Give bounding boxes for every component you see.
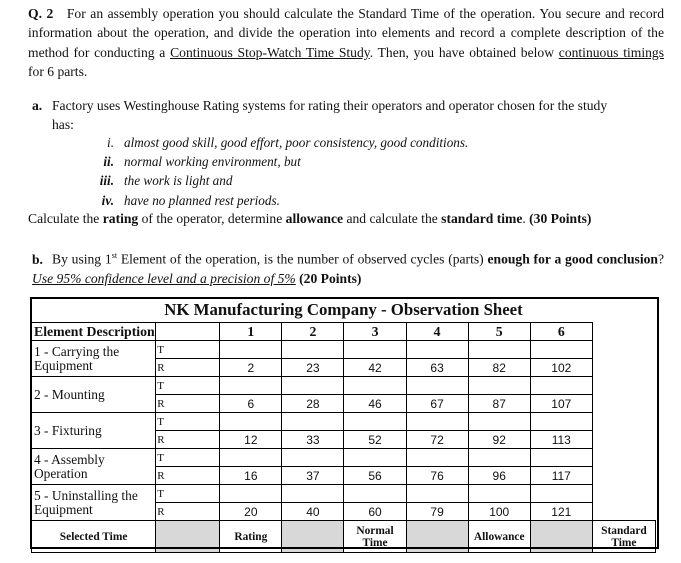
r-cell: 121: [530, 503, 592, 521]
footer-shaded-cell: [156, 521, 220, 553]
t-cell: [468, 341, 530, 359]
t-label: T: [156, 377, 220, 395]
condition-item: [74, 171, 468, 190]
part-b: [32, 246, 664, 289]
r-label: R: [156, 395, 220, 413]
r-cell: 113: [530, 431, 592, 449]
r-cell: 46: [344, 395, 406, 413]
r-cell: 20: [220, 503, 282, 521]
footer-normal-time: Normal Time: [344, 521, 406, 553]
footer-allowance: Allowance: [468, 521, 530, 553]
header-cycle: 4: [406, 323, 468, 341]
part-b-text: ?: [657, 251, 665, 267]
header-cycle: 1: [220, 323, 282, 341]
intro-link-stopwatch: Continuous Stop-Watch Time Study: [170, 44, 370, 60]
intro-text-3: for 6 parts.: [28, 64, 88, 80]
t-cell: [344, 485, 406, 503]
t-cell: [406, 449, 468, 467]
t-cell: [220, 449, 282, 467]
t-cell: [344, 449, 406, 467]
footer-rating: Rating: [220, 521, 282, 553]
task-points: (30 Points): [529, 211, 592, 226]
footer-selected-time: Selected Time: [32, 521, 156, 553]
t-cell: [406, 341, 468, 359]
t-cell: [530, 449, 592, 467]
condition-item: [74, 152, 468, 171]
r-cell: 37: [282, 467, 344, 485]
t-cell: [220, 377, 282, 395]
conditions-list: [74, 133, 468, 210]
header-cycle: 3: [344, 323, 406, 341]
r-cell: 107: [530, 395, 592, 413]
r-cell: 92: [468, 431, 530, 449]
r-cell: 63: [406, 359, 468, 377]
t-cell: [530, 377, 592, 395]
task-text: and calculate the: [343, 211, 442, 226]
question-intro: [28, 4, 664, 82]
header-spacer: [156, 323, 220, 341]
t-label: T: [156, 485, 220, 503]
observation-table: [31, 322, 656, 553]
header-element-description: Element Description: [32, 323, 156, 341]
r-cell: 42: [344, 359, 406, 377]
r-cell: 72: [406, 431, 468, 449]
condition-text: almost good skill, good effort, poor consistency, good conditions.: [124, 135, 469, 150]
element-name: 2 - Mounting: [32, 377, 156, 413]
r-cell: 102: [530, 359, 592, 377]
r-cell: 16: [220, 467, 282, 485]
condition-text: normal working environment, but: [124, 154, 301, 170]
part-a-lead: [32, 96, 664, 134]
part-a-task: [28, 209, 591, 228]
t-cell: [282, 485, 344, 503]
footer-shaded-cell: [530, 521, 592, 553]
t-cell: [282, 341, 344, 359]
r-cell: 2: [220, 359, 282, 377]
task-bold: allowance: [285, 211, 344, 226]
task-text: .: [522, 211, 530, 226]
t-cell: [344, 341, 406, 359]
task-text: Calculate the: [28, 211, 103, 226]
t-cell: [220, 413, 282, 431]
task-bold: standard time: [441, 211, 523, 226]
r-cell: 28: [282, 395, 344, 413]
r-cell: 96: [468, 467, 530, 485]
footer-shaded-cell: [282, 521, 344, 553]
condition-item: [74, 133, 468, 152]
t-cell: [406, 377, 468, 395]
r-cell: 52: [344, 431, 406, 449]
condition-num: i.: [107, 135, 114, 150]
table-row: [32, 413, 656, 431]
header-cycle: 5: [468, 323, 530, 341]
t-cell: [468, 449, 530, 467]
t-cell: [344, 377, 406, 395]
header-cycle: 6: [530, 323, 592, 341]
part-b-points: (20 Points): [295, 271, 362, 287]
task-text: of the operator, determine: [138, 211, 286, 226]
r-cell: 40: [282, 503, 344, 521]
r-label: R: [156, 359, 220, 377]
table-row: [32, 377, 656, 395]
table-row: [32, 341, 656, 359]
part-b-bold: enough for a good conclusion: [487, 251, 658, 267]
part-b-sup: st: [111, 251, 118, 260]
table-row: [32, 485, 656, 503]
r-cell: 12: [220, 431, 282, 449]
sheet-title: NK Manufacturing Company - Observation Sheet: [164, 300, 523, 319]
part-b-text: Element of the operation, is the number of observed cycles (parts): [117, 251, 488, 267]
condition-num: ii.: [103, 154, 114, 170]
part-a-lead-2: has:: [52, 117, 74, 132]
t-cell: [530, 341, 592, 359]
r-cell: 79: [406, 503, 468, 521]
t-cell: [406, 413, 468, 431]
condition-num: iv.: [101, 192, 114, 208]
r-cell: 23: [282, 359, 344, 377]
part-b-precision: Use 95% confidence level and a precision of 5%: [32, 271, 296, 287]
footer-standard-time: Standard Time: [592, 521, 655, 553]
footer-shaded-cell: [406, 521, 468, 553]
task-bold: rating: [102, 211, 139, 226]
question-number: Q. 2: [28, 6, 54, 21]
part-b-label: b.: [32, 251, 43, 267]
element-name: 4 - Assembly Operation: [32, 449, 156, 485]
t-cell: [468, 377, 530, 395]
r-cell: 33: [282, 431, 344, 449]
t-label: T: [156, 341, 220, 359]
t-label: T: [156, 449, 220, 467]
t-cell: [406, 485, 468, 503]
footer-row: [32, 521, 656, 553]
t-cell: [468, 413, 530, 431]
t-cell: [220, 485, 282, 503]
t-cell: [530, 413, 592, 431]
condition-num: iii.: [99, 173, 114, 189]
r-cell: 56: [344, 467, 406, 485]
r-cell: 82: [468, 359, 530, 377]
condition-text: have no planned rest periods.: [124, 192, 280, 208]
t-cell: [282, 449, 344, 467]
t-cell: [530, 485, 592, 503]
header-cycle: 2: [282, 323, 344, 341]
t-cell: [282, 377, 344, 395]
part-b-text: By using 1: [52, 251, 112, 267]
r-label: R: [156, 467, 220, 485]
intro-link-timings: continuous timings: [558, 44, 664, 60]
t-cell: [344, 413, 406, 431]
r-cell: 60: [344, 503, 406, 521]
r-cell: 87: [468, 395, 530, 413]
element-name: 5 - Uninstalling the Equipment: [32, 485, 156, 521]
part-a-lead-1: Factory uses Westinghouse Rating systems for rating their operators and operator chosen for the study: [52, 98, 608, 113]
header-row: [32, 323, 656, 341]
observation-sheet: [31, 298, 656, 548]
r-cell: 100: [468, 503, 530, 521]
r-cell: 117: [530, 467, 592, 485]
element-name: 1 - Carrying the Equipment: [32, 341, 156, 377]
r-cell: 67: [406, 395, 468, 413]
r-label: R: [156, 503, 220, 521]
t-cell: [468, 485, 530, 503]
r-cell: 76: [406, 467, 468, 485]
table-row: [32, 449, 656, 467]
t-cell: [282, 413, 344, 431]
element-name: 3 - Fixturing: [32, 413, 156, 449]
r-label: R: [156, 431, 220, 449]
part-a-label: a.: [32, 98, 43, 113]
r-cell: 6: [220, 395, 282, 413]
t-label: T: [156, 413, 220, 431]
t-cell: [220, 341, 282, 359]
intro-text-1: For an assembly operation you should calculate the Standard Time of the operation. You secure and record information about the operation, and divide the operation into elements and record a complete description of the method for conducting a: [28, 6, 664, 60]
condition-item: [74, 191, 468, 210]
intro-text-2: . Then, you have obtained below: [369, 44, 559, 60]
condition-text: the work is light and: [124, 173, 233, 189]
